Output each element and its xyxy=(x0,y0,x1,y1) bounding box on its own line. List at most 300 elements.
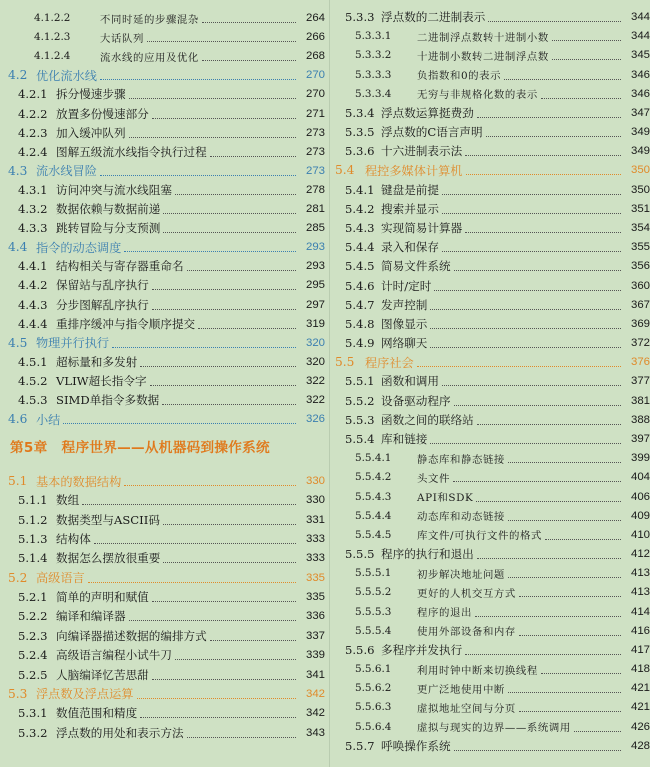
dot-leader xyxy=(454,741,621,751)
toc-entry-number: 4.3.3 xyxy=(18,221,48,236)
toc-entry-page: 333 xyxy=(305,533,325,546)
toc-entry-page: 335 xyxy=(305,571,325,584)
toc-entry-number: 5.5.1 xyxy=(345,374,375,389)
dot-leader xyxy=(100,70,296,80)
toc-entry-title: 录入和保存 xyxy=(381,240,439,255)
toc-entry[interactable] xyxy=(0,372,325,390)
toc-entry[interactable] xyxy=(0,200,325,218)
toc-entry-title: 数值范围和精度 xyxy=(56,706,138,721)
toc-entry-title: 高级语言 xyxy=(36,571,85,586)
toc-entry-page: 372 xyxy=(630,337,650,350)
toc-entry-page: 330 xyxy=(305,475,325,487)
toc-entry-page: 349 xyxy=(630,145,650,158)
toc-entry-title: 数组 xyxy=(56,493,80,508)
toc-entry-number: 5.4.2 xyxy=(345,201,375,216)
toc-entry-page: 320 xyxy=(305,355,325,368)
toc-entry-page: 266 xyxy=(305,31,325,44)
toc-entry[interactable] xyxy=(333,238,650,256)
toc-entry-title: 负指数和0的表示 xyxy=(417,70,502,83)
toc-entry-title: 优化流水线 xyxy=(36,68,97,83)
toc-entry-number: 5.5.4.5 xyxy=(355,528,392,541)
toc-entry[interactable] xyxy=(333,27,650,45)
toc-entry-page: 273 xyxy=(305,164,325,177)
toc-entry-title: 计时/定时 xyxy=(381,278,432,293)
toc-entry-number: 5.3.2 xyxy=(18,725,48,740)
toc-entry[interactable] xyxy=(0,491,325,509)
toc-entry[interactable] xyxy=(0,334,325,352)
toc-entry-title: 图解五级流水线指令执行过程 xyxy=(56,144,207,159)
toc-entry-title: 更广泛地使用中断 xyxy=(417,683,505,696)
toc-entry-page: 367 xyxy=(630,298,650,311)
toc-entry[interactable] xyxy=(333,142,650,160)
toc-entry-number: 4.2.4 xyxy=(18,144,48,159)
toc-entry-page: 270 xyxy=(305,88,325,101)
toc-entry-title: 分步图解乱序执行 xyxy=(56,297,149,312)
toc-entry-page: 410 xyxy=(630,528,650,541)
toc-entry-title: 跳转冒险与分支预测 xyxy=(56,221,161,236)
toc-entry[interactable] xyxy=(333,200,650,218)
toc-entry[interactable] xyxy=(0,257,325,275)
dot-leader xyxy=(508,683,621,693)
toc-entry[interactable] xyxy=(0,704,325,722)
toc-entry-title: 指令的动态调度 xyxy=(36,240,122,255)
toc-entry-title: 基本的数据结构 xyxy=(36,474,122,489)
toc-entry-title: 不同时延的步骤混杂 xyxy=(100,13,199,26)
toc-entry[interactable] xyxy=(0,588,325,606)
toc-entry[interactable] xyxy=(333,718,650,736)
toc-entry-title: 访问冲突与流水线阻塞 xyxy=(56,182,172,197)
toc-entry[interactable] xyxy=(0,472,325,490)
toc-entry-title: 程序的退出 xyxy=(417,607,472,620)
toc-entry-page: 319 xyxy=(305,317,325,330)
toc-entry[interactable] xyxy=(333,603,650,621)
dot-leader xyxy=(175,185,296,195)
toc-entry-title: 简易文件系统 xyxy=(381,259,451,274)
toc-entry-page: 377 xyxy=(630,375,650,388)
toc-entry-title: 浮点数的C语言声明 xyxy=(381,125,483,140)
toc-entry-number: 4.2 xyxy=(8,68,28,83)
toc-entry-number: 5.3.1 xyxy=(18,706,48,721)
toc-entry-number: 4.5.2 xyxy=(18,373,48,388)
toc-entry[interactable] xyxy=(0,162,325,180)
toc-entry[interactable] xyxy=(0,85,325,103)
toc-entry-title: 流水线冒险 xyxy=(36,164,97,179)
toc-entry-title: API和SDK xyxy=(417,492,474,504)
toc-entry-page: 416 xyxy=(630,624,650,637)
dot-leader xyxy=(140,708,296,718)
toc-entry[interactable] xyxy=(333,641,650,659)
toc-entry-title: 搜索并显示 xyxy=(381,201,439,216)
toc-entry-title: 发声控制 xyxy=(381,297,428,312)
dot-leader xyxy=(163,515,296,525)
toc-entry-number: 5.2.2 xyxy=(18,609,48,624)
toc-entry[interactable] xyxy=(333,583,650,601)
dot-leader xyxy=(442,376,621,386)
toc-entry-title: 结构体 xyxy=(56,532,91,547)
toc-entry[interactable] xyxy=(0,47,325,65)
dot-leader xyxy=(175,650,296,660)
toc-entry[interactable] xyxy=(333,564,650,582)
dot-leader xyxy=(434,281,621,291)
toc-entry[interactable] xyxy=(0,276,325,294)
toc-entry-number: 5.3.5 xyxy=(345,125,375,140)
toc-entry[interactable] xyxy=(333,392,650,410)
toc-entry-page: 268 xyxy=(305,50,325,63)
toc-entry-title: 图像显示 xyxy=(381,316,428,331)
toc-entry-page: 404 xyxy=(630,471,650,484)
dot-leader xyxy=(198,319,296,329)
toc-entry-page: 412 xyxy=(630,548,650,561)
toc-entry[interactable] xyxy=(0,28,325,46)
toc-entry-page: 293 xyxy=(305,241,325,254)
toc-entry[interactable] xyxy=(333,698,650,716)
toc-entry-number: 5.1 xyxy=(8,474,28,488)
toc-entry-page: 350 xyxy=(630,183,650,196)
toc-entry-number: 5.5.5.1 xyxy=(355,567,392,580)
toc-entry-title: 十进制小数转二进制浮点数 xyxy=(417,50,549,63)
dot-leader xyxy=(519,702,621,712)
toc-entry-page: 335 xyxy=(305,591,325,604)
toc-entry-number: 4.4.4 xyxy=(18,316,48,331)
dot-leader xyxy=(552,31,621,41)
toc-entry-number: 5.2.5 xyxy=(18,667,48,682)
dot-leader xyxy=(202,13,296,23)
toc-entry[interactable] xyxy=(333,679,650,697)
toc-entry-title: 二进制浮点数转十进制小数 xyxy=(417,31,549,44)
toc-entry-page: 418 xyxy=(630,663,650,676)
toc-entry-title: 超标量和多发射 xyxy=(56,354,138,369)
dot-leader xyxy=(163,204,296,214)
dot-leader xyxy=(442,185,621,195)
dot-leader xyxy=(477,415,621,425)
dot-leader xyxy=(210,147,296,157)
toc-entry-page: 413 xyxy=(630,567,650,580)
toc-entry-number: 5.4.4 xyxy=(345,240,375,255)
toc-entry[interactable] xyxy=(0,238,325,256)
toc-entry-number: 5.5.6.1 xyxy=(355,663,392,676)
toc-entry-page: 278 xyxy=(305,183,325,196)
toc-entry-page: 339 xyxy=(305,649,325,662)
toc-entry[interactable] xyxy=(0,143,325,161)
toc-entry-title: 浮点数运算挺费劲 xyxy=(381,105,474,120)
dot-leader xyxy=(486,127,621,137)
toc-entry-number: 4.1.2.3 xyxy=(34,31,71,44)
dot-leader xyxy=(137,689,297,699)
toc-entry-title: 静态库和静态链接 xyxy=(417,453,505,466)
dot-leader xyxy=(504,70,621,80)
toc-entry[interactable] xyxy=(0,105,325,123)
dot-leader xyxy=(129,128,296,138)
toc-entry-title: 函数之间的联络站 xyxy=(381,412,474,427)
toc-entry-title: 小结 xyxy=(36,412,61,427)
toc-entry[interactable] xyxy=(0,391,325,409)
toc-entry-page: 346 xyxy=(630,87,650,100)
dot-leader xyxy=(124,476,296,486)
toc-entry[interactable] xyxy=(0,511,325,529)
toc-entry[interactable] xyxy=(0,530,325,548)
toc-entry[interactable] xyxy=(333,8,650,26)
toc-entry-number: 4.1.2.2 xyxy=(34,12,71,24)
toc-entry-title: 呼唤操作系统 xyxy=(381,738,451,753)
toc-entry-title: 库和链接 xyxy=(381,431,428,446)
toc-entry[interactable] xyxy=(333,660,650,678)
toc-entry[interactable] xyxy=(333,46,650,64)
toc-entry-title: 浮点数的用处和表示方法 xyxy=(56,725,184,740)
toc-entry[interactable] xyxy=(333,181,650,199)
toc-entry-title: 函数和调用 xyxy=(381,374,439,389)
toc-entry-page: 336 xyxy=(305,610,325,623)
toc-entry-title: 重排序缓冲与指令顺序提交 xyxy=(56,316,196,331)
toc-entry-number: 5.5.3 xyxy=(345,412,375,427)
dot-leader xyxy=(129,89,296,99)
toc-entry-page: 346 xyxy=(630,68,650,81)
toc-entry[interactable] xyxy=(333,468,650,486)
toc-entry-title: 网络聊天 xyxy=(381,336,428,351)
dot-leader xyxy=(187,728,296,738)
dot-leader xyxy=(545,530,621,540)
toc-entry-page: 333 xyxy=(305,552,325,565)
toc-entry-number: 4.2.1 xyxy=(18,87,48,102)
toc-entry-page: 293 xyxy=(305,260,325,273)
toc-entry[interactable] xyxy=(0,627,325,645)
toc-entry-number: 5.4.6 xyxy=(345,278,375,293)
toc-entry[interactable] xyxy=(0,66,325,84)
toc-entry-number: 4.4 xyxy=(8,240,28,255)
toc-entry-page: 351 xyxy=(630,202,650,215)
toc-entry-number: 4.3 xyxy=(8,163,28,178)
chapter-heading xyxy=(10,436,270,456)
toc-entry-page: 273 xyxy=(305,145,325,158)
toc-entry[interactable] xyxy=(333,66,650,84)
toc-entry-title: 加入缓冲队列 xyxy=(56,125,126,140)
toc-entry[interactable] xyxy=(0,9,325,27)
toc-entry-number: 4.2.3 xyxy=(18,125,48,140)
toc-entry-number: 5.5.5.4 xyxy=(355,624,392,637)
toc-entry[interactable] xyxy=(333,507,650,525)
toc-entry-number: 5.3.4 xyxy=(345,105,375,120)
toc-entry[interactable] xyxy=(333,257,650,275)
toc-entry-number: 5.1.1 xyxy=(18,493,48,508)
dot-leader xyxy=(453,472,621,482)
dot-leader xyxy=(129,611,296,621)
dot-leader xyxy=(519,587,621,597)
dot-leader xyxy=(508,568,621,578)
toc-entry-title: VLIW超长指令字 xyxy=(56,373,147,388)
toc-entry-title: 程序的执行和退出 xyxy=(381,547,474,562)
toc-entry-title: 编译和编译器 xyxy=(56,609,126,624)
toc-entry-page: 381 xyxy=(630,394,650,407)
toc-entry[interactable] xyxy=(333,411,650,429)
toc-entry-number: 5.2 xyxy=(8,570,28,585)
toc-entry-number: 5.4.9 xyxy=(345,336,375,351)
toc-entry-number: 5.1.2 xyxy=(18,512,48,527)
toc-entry-number: 5.1.3 xyxy=(18,532,48,547)
toc-entry[interactable] xyxy=(333,545,650,563)
dot-leader xyxy=(152,109,296,119)
toc-entry-title: 多程序并发执行 xyxy=(381,642,463,657)
toc-entry-page: 342 xyxy=(305,687,325,700)
toc-entry[interactable] xyxy=(0,124,325,142)
toc-entry-title: 库文件/可执行文件的格式 xyxy=(417,530,542,543)
toc-entry-page: 342 xyxy=(305,707,325,720)
toc-entry-number: 4.4.3 xyxy=(18,297,48,312)
toc-entry[interactable] xyxy=(0,296,325,314)
toc-entry[interactable] xyxy=(0,666,325,684)
toc-entry[interactable] xyxy=(333,488,650,506)
toc-entry-page: 421 xyxy=(630,701,650,714)
toc-entry-number: 5.3.6 xyxy=(345,144,375,159)
toc-entry-number: 4.6 xyxy=(8,412,28,427)
toc-entry[interactable] xyxy=(333,334,650,352)
toc-entry-page: 285 xyxy=(305,222,325,235)
toc-entry-page: 397 xyxy=(630,432,650,445)
toc-entry-number: 5.1.4 xyxy=(18,551,48,566)
toc-entry-number: 5.5.7 xyxy=(345,738,375,753)
toc-entry-number: 5.3.3.3 xyxy=(355,68,392,81)
dot-leader xyxy=(152,280,296,290)
toc-entry[interactable] xyxy=(333,449,650,467)
toc-entry-title: 头文件 xyxy=(417,472,450,485)
toc-entry-title: 拆分慢速步骤 xyxy=(56,87,126,102)
toc-entry-number: 5.5 xyxy=(335,355,355,370)
toc-entry-number: 5.4.1 xyxy=(345,182,375,197)
toc-entry-number: 4.2.2 xyxy=(18,106,48,121)
toc-entry-title: 使用外部设备和内存 xyxy=(417,626,516,639)
chapter-number: 第5章 xyxy=(10,440,48,456)
toc-entry-page: 354 xyxy=(630,221,650,234)
toc-entry[interactable] xyxy=(333,161,650,179)
dot-leader xyxy=(477,108,621,118)
toc-entry-page: 388 xyxy=(630,413,650,426)
toc-entry-page: 344 xyxy=(630,11,650,23)
dot-leader xyxy=(112,338,296,348)
dot-leader xyxy=(430,319,621,329)
column-divider xyxy=(329,0,330,767)
toc-entry[interactable] xyxy=(0,569,325,587)
dot-leader xyxy=(454,261,621,271)
dot-leader xyxy=(152,670,296,680)
dot-leader xyxy=(152,300,296,310)
toc-entry-title: 高级语言编程小试牛刀 xyxy=(56,648,172,663)
dot-leader xyxy=(187,261,296,271)
toc-entry[interactable] xyxy=(333,526,650,544)
chapter-title: 程序世界——从机器码到操作系统 xyxy=(61,440,270,456)
dot-leader xyxy=(541,664,621,674)
toc-entry-page: 271 xyxy=(305,107,325,120)
toc-entry[interactable] xyxy=(333,372,650,390)
toc-entry-title: 保留站与乱序执行 xyxy=(56,278,149,293)
toc-entry-title: 动态库和动态链接 xyxy=(417,511,505,524)
toc-entry[interactable] xyxy=(333,104,650,122)
toc-entry-title: 更好的人机交互方式 xyxy=(417,587,516,600)
toc-entry-number: 5.5.2 xyxy=(345,393,375,408)
dot-leader xyxy=(82,495,296,505)
toc-entry[interactable] xyxy=(0,607,325,625)
toc-entry-number: 5.5.6 xyxy=(345,642,375,657)
dot-leader xyxy=(100,166,296,176)
dot-leader xyxy=(152,592,296,602)
toc-entry-number: 5.3.3.1 xyxy=(355,30,392,43)
dot-leader xyxy=(63,414,296,424)
toc-entry-page: 273 xyxy=(305,126,325,139)
toc-entry[interactable] xyxy=(0,685,325,703)
toc-entry-title: 虚拟地址空间与分页 xyxy=(417,702,516,715)
toc-entry[interactable] xyxy=(0,410,325,428)
toc-entry[interactable] xyxy=(333,296,650,314)
toc-entry-number: 5.5.6.2 xyxy=(355,682,392,695)
toc-entry-page: 417 xyxy=(630,643,650,656)
toc-entry[interactable] xyxy=(333,85,650,103)
dot-leader xyxy=(210,631,296,641)
toc-entry-title: 实现简易计算器 xyxy=(381,220,463,235)
toc-entry-page: 322 xyxy=(305,394,325,406)
toc-entry-page: 344 xyxy=(630,30,650,43)
toc-entry-number: 5.4.8 xyxy=(345,316,375,331)
toc-entry[interactable] xyxy=(0,181,325,199)
dot-leader xyxy=(430,434,621,444)
dot-leader xyxy=(454,396,621,406)
toc-entry[interactable] xyxy=(333,353,650,371)
toc-entry-page: 414 xyxy=(630,605,650,618)
dot-leader xyxy=(202,51,296,61)
dot-leader xyxy=(124,242,296,252)
toc-entry-number: 5.3.3 xyxy=(345,10,375,24)
toc-entry-number: 5.5.4.4 xyxy=(355,509,392,522)
toc-entry[interactable] xyxy=(0,315,325,333)
toc-entry-page: 270 xyxy=(305,69,325,82)
toc-entry[interactable] xyxy=(0,353,325,371)
toc-entry[interactable] xyxy=(0,549,325,567)
toc-entry[interactable] xyxy=(333,622,650,640)
toc-entry-page: 426 xyxy=(630,720,650,733)
dot-leader xyxy=(162,395,296,405)
dot-leader xyxy=(541,89,621,99)
toc-entry[interactable] xyxy=(333,737,650,755)
toc-entry-title: 初步解决地址问题 xyxy=(417,568,505,581)
toc-entry[interactable] xyxy=(0,219,325,237)
toc-entry-number: 5.5.6.3 xyxy=(355,701,392,714)
toc-entry[interactable] xyxy=(0,646,325,664)
toc-entry[interactable] xyxy=(0,724,325,742)
toc-entry[interactable] xyxy=(333,123,650,141)
dot-leader xyxy=(442,242,621,252)
toc-entry[interactable] xyxy=(333,315,650,333)
toc-entry-page: 421 xyxy=(630,682,650,695)
toc-entry-title: 键盘是前提 xyxy=(381,182,439,197)
dot-leader xyxy=(150,376,296,386)
toc-entry-number: 5.5.5.3 xyxy=(355,605,392,618)
toc-entry-title: 数据怎么摆放很重要 xyxy=(56,551,161,566)
toc-entry-number: 5.4.3 xyxy=(345,220,375,235)
toc-entry-number: 4.4.2 xyxy=(18,278,48,293)
dot-leader xyxy=(147,32,296,42)
toc-entry[interactable] xyxy=(333,430,650,448)
toc-entry-title: 程序社会 xyxy=(365,355,414,370)
toc-entry-number: 5.5.5 xyxy=(345,547,375,562)
dot-leader xyxy=(466,165,622,175)
toc-entry-number: 5.2.4 xyxy=(18,648,48,663)
toc-entry-number: 5.5.4.3 xyxy=(355,490,392,503)
toc-entry-number: 5.4 xyxy=(335,163,355,178)
toc-entry-page: 337 xyxy=(305,629,325,642)
toc-entry-page: 413 xyxy=(630,586,650,599)
toc-entry[interactable] xyxy=(333,219,650,237)
toc-entry[interactable] xyxy=(333,277,650,295)
toc-entry-title: 虚拟与现实的边界——系统调用 xyxy=(417,722,571,735)
toc-entry-number: 5.4.5 xyxy=(345,259,375,274)
toc-entry-page: 360 xyxy=(630,279,650,292)
toc-entry-number: 5.5.4.1 xyxy=(355,452,392,465)
